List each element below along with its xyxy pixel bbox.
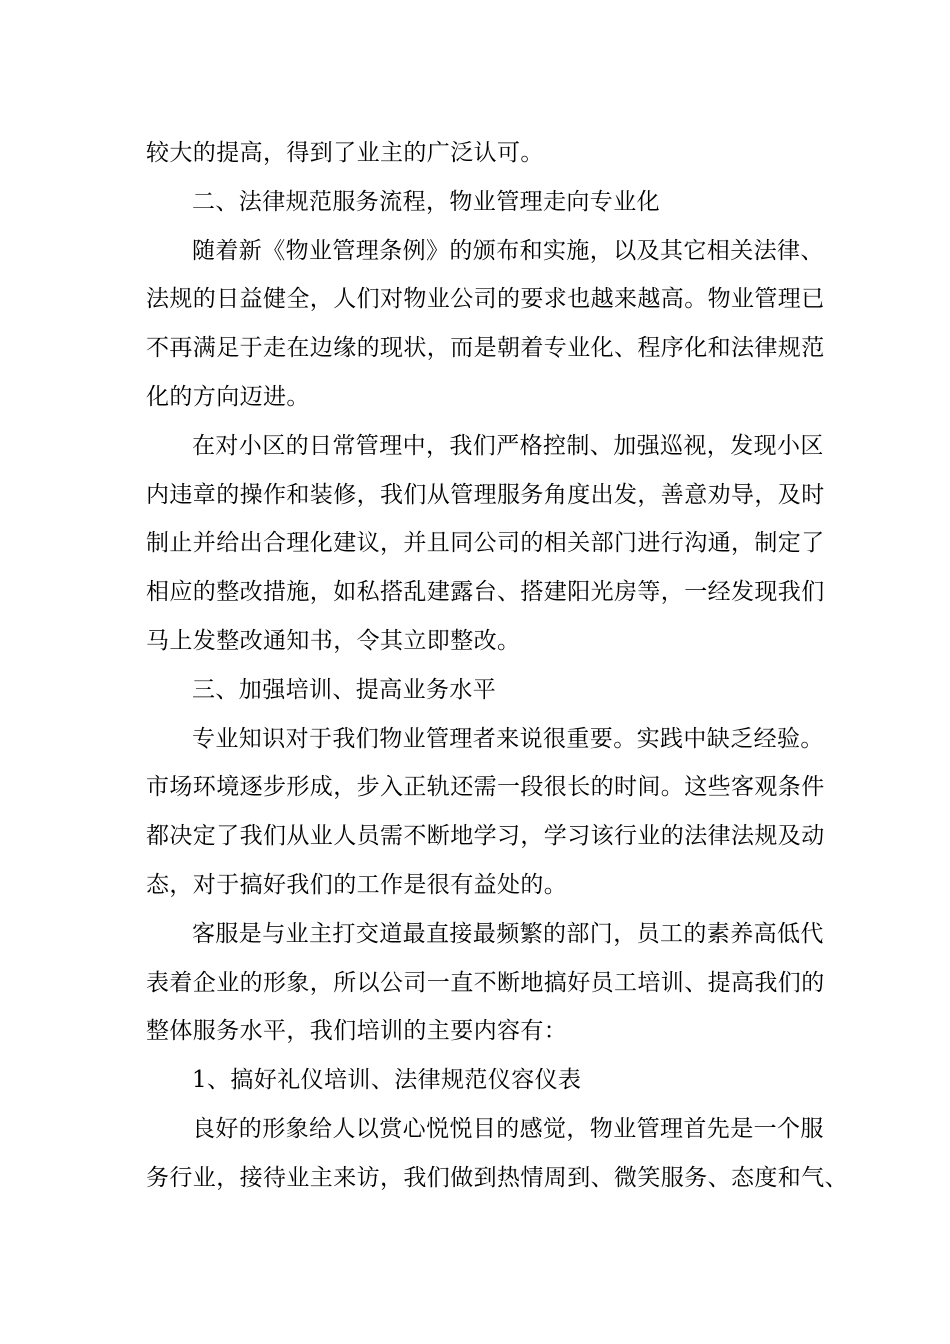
text-line: 制止并给出合理化建议，并且同公司的相关部门进行沟通，制定了: [146, 530, 825, 557]
text-line: 内违章的操作和装修，我们从管理服务角度出发，善意劝导，及时: [146, 481, 825, 508]
subsection-heading: 1、搞好礼仪培训、法律规范仪容仪表: [192, 1067, 582, 1094]
text-line: 化的方向迈进。: [146, 383, 310, 410]
text-line: 良好的形象给人以赏心悦悦目的感觉，物业管理首先是一个服: [192, 1115, 824, 1142]
text-line: 较大的提高，得到了业主的广泛认可。: [146, 140, 544, 166]
section-heading: 二、法律规范服务流程，物业管理走向专业化: [192, 188, 660, 215]
text-line: 专业知识对于我们物业管理者来说很重要。实践中缺乏经验。: [192, 725, 824, 752]
section-heading: 三、加强培训、提高业务水平: [192, 676, 497, 703]
text-line: 马上发整改通知书，令其立即整改。: [146, 627, 521, 654]
text-line: 不再满足于走在边缘的现状，而是朝着专业化、程序化和法律规范: [146, 335, 825, 362]
text-line: 在对小区的日常管理中，我们严格控制、加强巡视，发现小区: [192, 432, 824, 459]
document-body: [146, 129, 848, 1203]
text-line: 客服是与业主打交道最直接最频繁的部门，员工的素养高低代: [192, 920, 824, 947]
text-line: 务行业，接待业主来访，我们做到热情周到、微笑服务、态度和气、: [146, 1164, 848, 1191]
text-line: 随着新《物业管理条例》的颁布和实施，以及其它相关法律、: [192, 237, 824, 264]
text-line: 相应的整改措施，如私搭乱建露台、搭建阳光房等，一经发现我们: [146, 579, 825, 606]
text-line: 都决定了我们从业人员需不断地学习，学习该行业的法律法规及动: [146, 823, 825, 850]
text-line: 表着企业的形象，所以公司一直不断地搞好员工培训、提高我们的: [146, 969, 825, 996]
text-line: 市场环境逐步形成，步入正轨还需一段很长的时间。这些客观条件: [146, 774, 825, 801]
text-line: 法规的日益健全，人们对物业公司的要求也越来越高。物业管理已: [146, 286, 825, 313]
text-line: 整体服务水平，我们培训的主要内容有：: [146, 1018, 568, 1045]
text-line: 态，对于搞好我们的工作是很有益处的。: [146, 871, 568, 898]
